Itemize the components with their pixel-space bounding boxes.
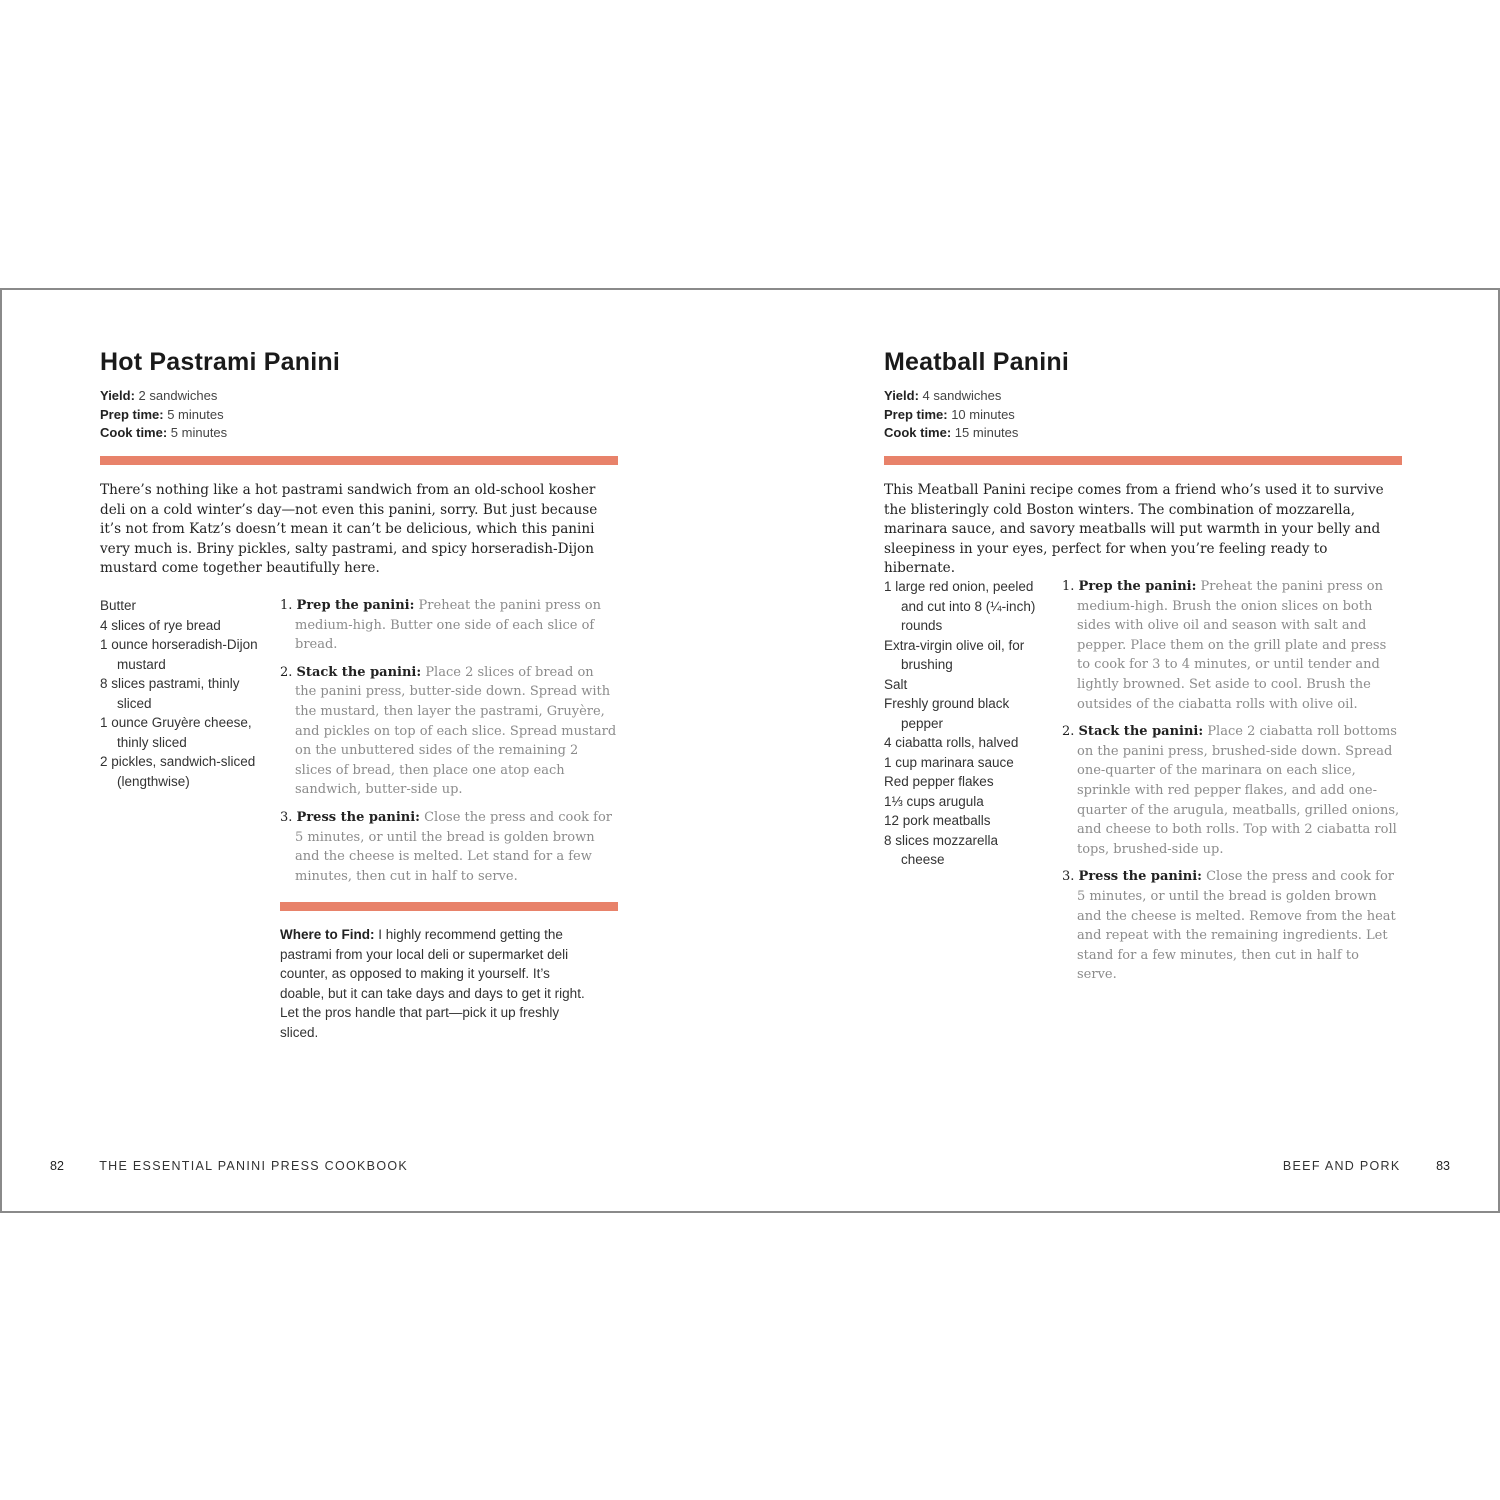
note-label: Where to Find: (280, 927, 375, 942)
step-number: 1. (280, 598, 293, 613)
method-steps (280, 596, 618, 894)
accent-divider (884, 456, 1402, 465)
step-lead: Press the panini: (1078, 869, 1202, 885)
yield-value: 2 sandwiches (138, 388, 218, 403)
note-body: I highly recommend getting the pastrami from your local deli or supermarket deli counter, as opposed to making it yourself. It’s doable, but it can take days and days to get it right. Let the pros handle that part—pick it up freshly sliced. (280, 927, 585, 1040)
recipe-title: Meatball Panini (884, 348, 1069, 376)
step-item (1062, 577, 1402, 714)
ingredient-item: 4 slices of rye bread (100, 617, 221, 633)
ingredient-item: Salt (884, 676, 908, 692)
step-text: Preheat the panini press on medium-high. Brush the onion slices on both sides with olive oil and season with salt and pepper. Place them on the grill plate and press to cook for 3 to 4 minutes, or until tender and lightly browned. Set aside to cool. Brush the outsides of the ciabatta rolls with olive oil. (1077, 579, 1387, 712)
yield-label: Yield: (884, 388, 919, 403)
prep-time-value: 5 minutes (167, 406, 224, 422)
ingredient-item: 2 pickles, sandwich-sliced (lengthwise) (100, 754, 256, 789)
ingredient-list (884, 577, 1044, 870)
step-item (280, 808, 618, 886)
recipe-meta (884, 387, 1018, 443)
ingredient-list (100, 596, 265, 791)
recipe-meta (100, 387, 227, 443)
ingredient-item: 4 ciabatta rolls, halved (884, 735, 1019, 750)
cook-time-label: Cook time: (100, 425, 168, 440)
step-text: Close the press and cook for 5 minutes, or until the bread is golden brown and the cheese is melted. Let stand for a few minutes, then cut in half to serve. (295, 809, 613, 884)
recipe-title: Hot Pastrami Panini (100, 348, 340, 376)
cook-time-line (884, 424, 1018, 443)
running-head: BEEF AND PORK (1282, 1159, 1401, 1173)
prep-time-line (884, 406, 1018, 425)
page-number: 83 (1436, 1159, 1450, 1173)
step-lead: Stack the panini: (296, 664, 422, 680)
step-number: 3. (280, 809, 293, 825)
ingredient-item: 8 slices pastrami, thinly sliced (100, 676, 240, 711)
right-page (884, 290, 1402, 1211)
ingredient-item: 12 pork meatballs (884, 813, 991, 828)
cook-time-value: 5 minutes (170, 425, 228, 440)
step-text: Close the press and cook for 5 minutes, or until the bread is golden brown and the cheese is melted. Remove from the heat and repeat with the remaining ingredients. Let stand for a few minutes, then cut in half to serve. (1077, 869, 1396, 983)
step-item (280, 663, 618, 800)
cook-time-label: Cook time: (884, 425, 952, 440)
ingredient-item: 1 cup marinara sauce (884, 754, 1014, 770)
step-number: 3. (1062, 869, 1075, 885)
step-item (1062, 867, 1402, 985)
cook-time-value: 15 minutes (954, 425, 1019, 440)
step-text: Place 2 ciabatta roll bottoms on the panini press, brushed-side down. Spread one-quarter of the marinara on each slice, sprinkle with red pepper flakes, and add one-quarter of the arugula, meatballs, grilled onions, and cheese to both rolls. Top with 2 ciabatta roll tops, brushed-side up. (1077, 724, 1400, 857)
yield-line (100, 387, 227, 406)
ingredient-item: 1 ounce horseradish-Dijon mustard (100, 637, 258, 672)
yield-label: Yield: (100, 388, 135, 403)
where-to-find-note (280, 925, 595, 1042)
accent-divider (100, 456, 618, 465)
left-page (100, 290, 618, 1211)
step-lead: Stack the panini: (1078, 724, 1204, 740)
cook-time-line (100, 424, 227, 443)
prep-time-label: Prep time: (100, 406, 164, 422)
right-footer (1283, 1159, 1450, 1173)
recipe-intro: There’s nothing like a hot pastrami sandwich from an old-school kosher deli on a cold winter’s day—not even this panini, sorry. But just because it’s not from Katz’s doesn’t mean it can’t be delicious, which this panini very much is. Briny pickles, salty pastrami, and spicy horseradish-Dijon mustard come together beautifully here. (100, 482, 598, 577)
note-divider (280, 902, 618, 911)
yield-line (884, 387, 1018, 406)
ingredient-item: Extra-virgin olive oil, for brushing (884, 637, 1025, 672)
step-number: 1. (1062, 579, 1075, 594)
ingredient-item: 1 large red onion, peeled and cut into 8 (¼-inch) rounds (884, 579, 1036, 633)
step-text: Place 2 slices of bread on the panini press, butter-side down. Spread with the mustard, then layer the pastrami, Gruyère, and pickles on top of each slice. Spread mustard on the unbuttered sides of the remaining 2 slices of bread, then place one atop each sandwich, butter-side up. (295, 664, 617, 798)
step-lead: Prep the panini: (1078, 579, 1197, 594)
prep-time-value: 10 minutes (951, 406, 1015, 422)
ingredient-item: 1 ounce Gruyère cheese, thinly sliced (100, 715, 252, 750)
ingredient-item: 8 slices mozzarella cheese (884, 832, 999, 867)
prep-time-label: Prep time: (884, 406, 948, 422)
step-item (1062, 722, 1402, 859)
ingredient-item: Freshly ground black pepper (884, 696, 1010, 731)
ingredient-item: 1⅓ cups arugula (884, 793, 984, 809)
step-number: 2. (1062, 724, 1075, 740)
step-text: Preheat the panini press on medium-high. Butter one side of each slice of bread. (295, 598, 601, 653)
step-number: 2. (280, 664, 293, 680)
ingredient-item: Red pepper flakes (884, 774, 994, 789)
book-spread (0, 288, 1500, 1213)
page-number: 82 (50, 1159, 64, 1173)
step-item (280, 596, 618, 655)
ingredient-item: Butter (100, 598, 137, 613)
step-lead: Prep the panini: (296, 598, 415, 613)
prep-time-line (100, 406, 227, 425)
step-lead: Press the panini: (296, 809, 420, 825)
left-footer (50, 1159, 408, 1173)
recipe-intro: This Meatball Panini recipe comes from a friend who’s used it to survive the blisteringly cold Boston winters. The combination of mozzarella, marinara sauce, and savory meatballs will put warmth in your belly and sleepiness in your eyes, perfect for when you’re feeling ready to hibernate. (884, 482, 1384, 577)
running-head: THE ESSENTIAL PANINI PRESS COOKBOOK (99, 1159, 409, 1173)
yield-value: 4 sandwiches (922, 388, 1002, 403)
method-steps (1062, 577, 1402, 993)
